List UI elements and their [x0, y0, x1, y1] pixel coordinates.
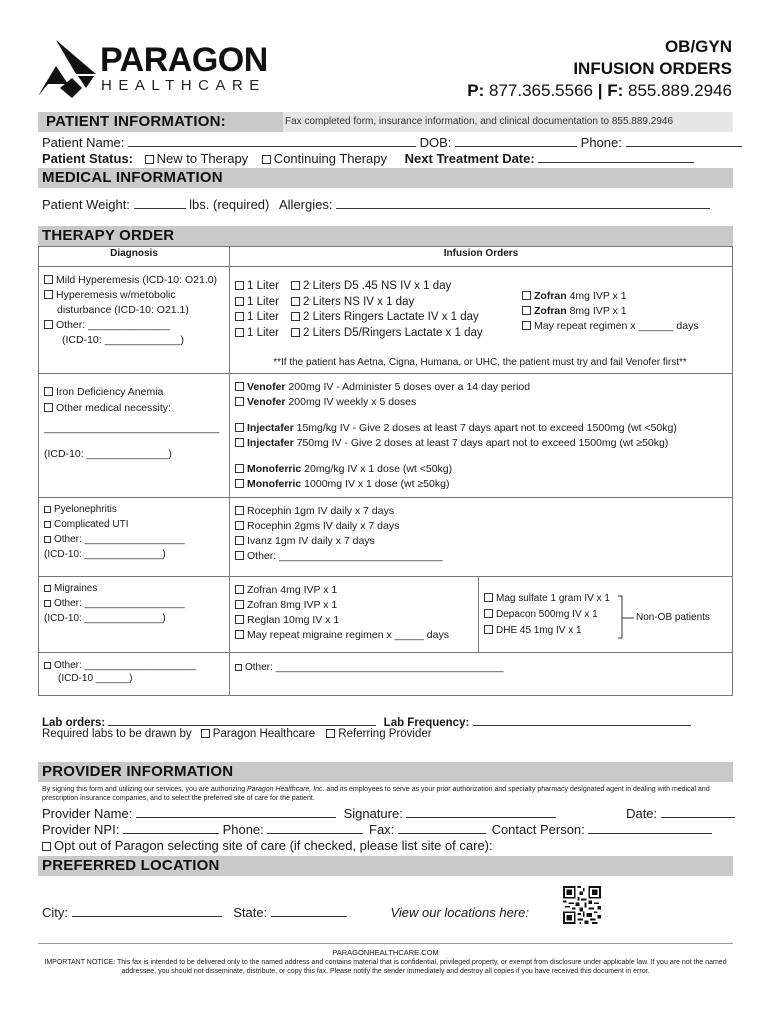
- order-dhe[interactable]: DHE 45 1mg IV x 1: [484, 623, 610, 639]
- contact-person-field[interactable]: [588, 821, 712, 834]
- order-repeat-migraine[interactable]: May repeat migraine regimen x _____ days: [235, 628, 449, 643]
- patient-phone-field[interactable]: [626, 134, 742, 147]
- order-2-liters[interactable]: 2 Liters D5 .45 NS IV x 1 day: [291, 279, 483, 295]
- checkbox[interactable]: [44, 536, 51, 543]
- state-field[interactable]: [271, 904, 347, 917]
- fax-note: Fax completed form, insurance information, and clinical documentation to 855.889.2946: [285, 116, 674, 127]
- opt-out-checkbox[interactable]: [42, 842, 51, 851]
- checkbox[interactable]: [44, 290, 53, 299]
- order-zofran-4mg[interactable]: Zofran 4mg IVP x 1: [522, 289, 699, 304]
- dx-hyperemesis: Hyperemesis w/metobolic: [44, 288, 229, 303]
- dx-other: Other: __________________: [44, 596, 229, 611]
- dx-icd-field[interactable]: (ICD-10: ______________): [44, 549, 166, 560]
- dx-iron-deficiency: Iron Deficiency Anemia: [44, 384, 229, 400]
- dx-complicated-uti: Complicated UTI: [44, 517, 229, 532]
- phone-number: 877.365.5566: [489, 81, 593, 100]
- view-locations-label: View our locations here:: [390, 905, 529, 920]
- next-treatment-date-field[interactable]: [538, 150, 694, 163]
- patient-name-row: Patient Name: DOB: Phone:: [42, 134, 732, 151]
- order-1-liter[interactable]: 1 Liter: [235, 326, 279, 342]
- paragon-logo-icon: [38, 40, 96, 98]
- fax-number: 855.889.2946: [628, 81, 732, 100]
- therapy-order-band: [38, 226, 733, 246]
- order-2-liters[interactable]: 2 Liters NS IV x 1 day: [291, 295, 483, 311]
- checkbox[interactable]: [44, 662, 51, 669]
- checkbox[interactable]: [44, 403, 53, 412]
- continuing-therapy-checkbox[interactable]: [262, 155, 271, 164]
- order-2-liters[interactable]: 2 Liters D5/Ringers Lactate x 1 day: [291, 326, 483, 342]
- preferred-location-band: [38, 856, 733, 876]
- allergies-field[interactable]: [336, 196, 710, 209]
- dx-other-line[interactable]: ______________________________: [44, 422, 220, 434]
- provider-phone-field[interactable]: [267, 821, 363, 834]
- city-state-row: City: State: View our locations here:: [42, 905, 529, 920]
- dx-mild-hyperemesis: Mild Hyperemesis (ICD-10: O21.0): [44, 273, 229, 288]
- order-injectafer-15mg[interactable]: Injectafer 15mg/kg IV - Give 2 doses at least 7 days apart not to exceed 1500mg (wt <50kg): [235, 421, 732, 436]
- venofer-note: **If the patient has Aetna, Cigna, Humana, or UHC, the patient must try and fail Venofer first**: [273, 357, 687, 368]
- order-reglan[interactable]: Reglan 10mg IV x 1: [235, 613, 449, 628]
- checkbox[interactable]: [44, 506, 51, 513]
- logo-subtitle: HEALTHCARE: [101, 77, 266, 94]
- order-monoferric-1000mg[interactable]: Monoferric 1000mg IV x 1 dose (wt ≥50kg): [235, 477, 732, 492]
- npi-field[interactable]: [123, 821, 219, 834]
- dx-other-medical: Other medical necessity:: [44, 400, 229, 416]
- row1-orders: [230, 267, 733, 374]
- row1-diagnosis: [39, 267, 230, 374]
- checkbox[interactable]: [44, 387, 53, 396]
- order-mag-sulfate[interactable]: Mag sulfate 1 gram IV x 1: [484, 591, 610, 607]
- row4-orders: [230, 577, 733, 653]
- order-repeat-regimen[interactable]: May repeat regimen x ______ days: [522, 319, 699, 334]
- referring-provider-checkbox[interactable]: [326, 729, 335, 738]
- dx-hyperemesis-code: disturbance (ICD-10: O21.1): [57, 304, 189, 316]
- dx-other: Other: ______________: [44, 318, 229, 333]
- row2-diagnosis: [39, 374, 230, 498]
- date-field[interactable]: [661, 805, 735, 818]
- row3-orders: [230, 498, 733, 577]
- order-zofran-4mg[interactable]: Zofran 4mg IVP x 1: [235, 583, 449, 598]
- preferred-location-heading: PREFERRED LOCATION: [42, 857, 220, 874]
- order-injectafer-750mg[interactable]: Injectafer 750mg IV - Give 2 doses at least 7 days apart not to exceed 1500mg (wt ≥50kg): [235, 436, 732, 451]
- therapy-table: [38, 246, 733, 696]
- weight-field[interactable]: [134, 196, 186, 209]
- city-field[interactable]: [72, 904, 222, 917]
- row3-diagnosis: [39, 498, 230, 577]
- weight-row: Patient Weight: lbs. (required) Allergies:: [42, 196, 732, 213]
- labs-drawn-row: Required labs to be drawn by Paragon Healthcare Referring Provider: [42, 728, 432, 740]
- order-other[interactable]: Other: ____________________________: [235, 549, 732, 564]
- paragon-checkbox[interactable]: [201, 729, 210, 738]
- patient-name-field[interactable]: [128, 134, 416, 147]
- order-depacon[interactable]: Depacon 500mg IV x 1: [484, 607, 610, 623]
- order-rocephin-2gms[interactable]: Rocephin 2gms IV daily x 7 days: [235, 519, 732, 534]
- row4-diagnosis: [39, 577, 230, 653]
- order-zofran-8mg[interactable]: Zofran 8mg IVP x 1: [522, 304, 699, 319]
- dx-other: Other: ____________________: [44, 659, 229, 672]
- order-1-liter[interactable]: 1 Liter: [235, 295, 279, 311]
- order-zofran-8mg[interactable]: Zofran 8mg IVP x 1: [235, 598, 449, 613]
- dx-other: Other: __________________: [44, 532, 229, 547]
- checkbox[interactable]: [44, 521, 51, 528]
- opt-out-row: Opt out of Paragon selecting site of care (if checked, please list site of care):: [42, 838, 493, 854]
- checkbox[interactable]: [44, 275, 53, 284]
- checkbox[interactable]: [44, 600, 51, 607]
- lab-orders-field[interactable]: [108, 713, 376, 726]
- non-ob-label: Non-OB patients: [636, 612, 710, 623]
- order-1-liter[interactable]: 1 Liter: [235, 279, 279, 295]
- signature-field[interactable]: [406, 805, 556, 818]
- dx-pyelonephritis: Pyelonephritis: [44, 502, 229, 517]
- order-ivanz[interactable]: Ivanz 1gm IV daily x 7 days: [235, 534, 732, 549]
- checkbox[interactable]: [44, 585, 51, 592]
- non-ob-bracket: [618, 595, 634, 639]
- dx-icd-field[interactable]: (ICD-10: _____________): [62, 334, 185, 346]
- checkbox[interactable]: [44, 320, 53, 329]
- provider-fax-field[interactable]: [398, 821, 486, 834]
- logo-name: PARAGON: [100, 41, 268, 79]
- form-title: OB/GYN INFUSION ORDERS P: 877.365.5566 | F: 855.889.2946: [467, 37, 732, 100]
- order-other[interactable]: Other: _________________________________________: [235, 661, 732, 675]
- row2-orders: [230, 374, 733, 498]
- lab-frequency-field[interactable]: [473, 713, 691, 726]
- patient-info-band: [38, 112, 733, 132]
- order-rocephin-1gm[interactable]: Rocephin 1gm IV daily x 7 days: [235, 504, 732, 519]
- row5-orders: [230, 653, 733, 696]
- patient-status-row: Patient Status: New to Therapy Continuing Therapy Next Treatment Date:: [42, 150, 732, 167]
- medical-info-band: [38, 168, 733, 188]
- provider-name-row: Provider Name: Signature: Date:: [42, 805, 732, 822]
- dx-icd-field[interactable]: (ICD-10: ______________): [44, 613, 166, 624]
- provider-info-band: [38, 762, 733, 782]
- new-therapy-checkbox[interactable]: [145, 155, 154, 164]
- lab-orders-row: Lab orders: Lab Frequency:: [42, 713, 732, 731]
- dx-icd-field[interactable]: (ICD-10: ______________): [44, 448, 172, 460]
- footer-divider: [38, 943, 733, 944]
- locations-qr-code-icon[interactable]: [563, 886, 601, 924]
- provider-info-heading: PROVIDER INFORMATION: [42, 763, 234, 780]
- provider-disclaimer: By signing this form and utilizing our services, you are authorizing Paragon Healthcare, Inc. and its employees to serve as your prior authorization and specialty pharmacy designated agent in dealing with medical and prescription insurance companies, and to select the preferred site of care for the patient.: [42, 786, 710, 802]
- order-venofer-5-doses[interactable]: Venofer 200mg IV - Administer 5 doses over a 14 day period: [235, 380, 732, 395]
- order-2-liters[interactable]: 2 Liters Ringers Lactate IV x 1 day: [291, 310, 483, 326]
- order-monoferric-20mg[interactable]: Monoferric 20mg/kg IV x 1 dose (wt <50kg): [235, 462, 732, 477]
- therapy-order-heading: THERAPY ORDER: [42, 227, 175, 244]
- order-venofer-weekly[interactable]: Venofer 200mg IV weekly x 5 doses: [235, 395, 732, 410]
- infusion-orders-header: Infusion Orders: [230, 247, 733, 267]
- row5-diagnosis: [39, 653, 230, 696]
- footer-website: PARAGONHEALTHCARE.COM: [332, 948, 439, 957]
- medical-info-heading: MEDICAL INFORMATION: [42, 169, 223, 186]
- provider-name-field[interactable]: [136, 805, 336, 818]
- patient-info-heading: PATIENT INFORMATION:: [46, 113, 226, 130]
- dob-field[interactable]: [455, 134, 577, 147]
- diagnosis-header: Diagnosis: [39, 247, 230, 267]
- provider-npi-row: Provider NPI: Phone: Fax: Contact Person:: [42, 821, 732, 838]
- dx-migraines: Migraines: [44, 581, 229, 596]
- order-1-liter[interactable]: 1 Liter: [235, 310, 279, 326]
- dx-icd-field[interactable]: (ICD-10 ______): [58, 673, 133, 684]
- footer-notice: IMPORTANT NOTICE: This fax is intended to be delivered only to the named address and contains material that is confidential, privileged property, or exempt from disclosure under applicable law. If you are not the named addressee, you should not disseminate, distribute, or copy this fax. Please notify the sender immediately and destroy all copies if you have received this document in error.: [44, 959, 727, 975]
